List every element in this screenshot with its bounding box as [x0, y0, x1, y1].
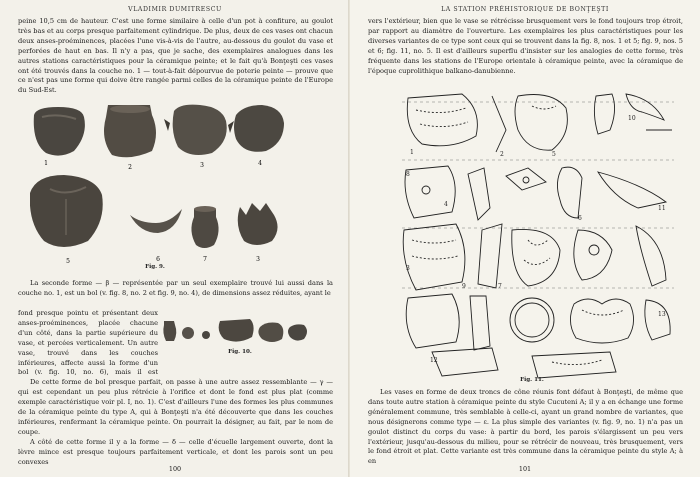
left-paragraph-4: A côté de cette forme il y a la forme — δ — celle d'écuelle largement ouverte, dont la lèvre mince est presque toujours parfaitement verticale, et dont les parois sont un peu convexes [18, 438, 333, 466]
right-page [350, 0, 700, 477]
pot-label-7: 7 [203, 256, 207, 263]
pot-label-5: 5 [66, 258, 70, 265]
fig11-label-8: 8 [406, 171, 410, 178]
fig11-label-7: 7 [498, 283, 502, 290]
right-paragraph-2: Les vases en forme de deux troncs de cône réunis font défaut à Bonţeşti, de même que dans toute autre station à céramique peinte du style Cucuteni A; il y a en échange une forme généralement commune, très semblable à celle-ci, ayant un grand nombre de variantes, que nous désignerons comme type — ε. La plus simple des variantes (v. fig. 9, no. 1) n'a pas un goulot distinct du corps du vase: à partir du bord, les parois s'élargissent un peu vers l'extérieur, jusqu'au-dessous du milieu, pour se rétrécir de nouveau, très brusquement, vers le fond étroit et plat. Cette variante est très commune dans la céramique peinte du style A; à en [368, 388, 683, 466]
left-paragraph-2-top: La seconde forme — β — représentée par un seul exemplaire trouvé lui aussi dans la couche no. 1, est un bol (v. fig. 8, no. 2 et fig. 9, no. 4), de dimensions assez réduites, ayant le [18, 279, 333, 297]
fig11-label-6: 6 [578, 215, 582, 222]
left-paragraph-2-wrapped: fond presque pointu et présentant deux anses-proéminences, placée chacune d'un côté, dans la partie supérieure du vase, et percées verticalement. Un autre vase, trouvé dans les couches inférieures, affecte aussi la forme d'un bol (v. fig. 10, no. 6), mais il est [18, 309, 158, 377]
right-paragraph-1: vers l'extérieur, bien que le vase se rétrécisse brusquement vers le fond toujours trop étroit, par rapport au diamètre de l'ouverture. Les exemplaires les plus caractéristiques pour les diverses variantes de ce type sont ceux qui se trouvent dans la fig. 8, nos. 1 et 5; fig. 9, nos. 5 et 6; fig. 11, no. 5. Il est d'ailleurs superflu d'insister sur les analogies de cette forme, très fréquente dans les stations de l'Europe orientale à céramique peinte, avec la céramique de l'époque cuprolithique balkano-danubienne. [368, 17, 683, 75]
fig11-label-2: 2 [500, 151, 504, 158]
pot-4 [234, 105, 284, 152]
figure-11-sherd-drawings [402, 90, 674, 380]
pot-label-6: 6 [156, 256, 160, 263]
pot-6 [130, 209, 182, 233]
pot-label-1: 1 [44, 160, 48, 167]
pot-label-4: 4 [258, 160, 262, 167]
figure-9-caption: Fig. 9. [145, 264, 165, 270]
figure-9-pottery-photo [30, 103, 305, 275]
figure-11-caption: Fig. 11. [520, 377, 544, 383]
pot-label-2: 2 [128, 164, 132, 171]
pot-1 [34, 107, 85, 156]
figure-10-caption: Fig. 10. [228, 349, 252, 355]
fig11-label-11: 11 [658, 205, 666, 212]
pot-2 [104, 105, 156, 157]
pot-5 [30, 175, 103, 247]
left-page-number: 100 [168, 465, 182, 473]
pot-label-3: 3 [200, 162, 204, 169]
pot-7 [191, 206, 218, 248]
figure-10-pottery-photo [160, 311, 310, 347]
fig11-label-1: 1 [410, 149, 414, 156]
left-paragraph-3: De cette forme de bol presque parfait, on passe à une autre assez ressemblante — γ — qui est cependant un peu plus rétrécie à l'orifice et dont le fond est plus plat (comme exemple caractéristique voir pl. I, no. 1). C'est d'ailleurs l'une des formes les plus communes de la céramique peinte du type A, qui à Bonţeşti n'a été découverte que dans les couches inférieures, renfermant la céramique peinte. On pourrait la désigner, au fait, par le nom de coupe. [18, 378, 333, 436]
left-running-head: VLADIMIR DUMITRESCU [128, 6, 222, 13]
pot-8 [238, 203, 278, 245]
pot-label-8: 3 [256, 256, 260, 263]
fig11-label-5: 5 [552, 151, 556, 158]
right-running-head: LA STATION PRÉHISTORIQUE DE BONŢEŞTI [441, 6, 609, 13]
fig11-label-9: 9 [462, 283, 466, 290]
fig11-label-10: 10 [628, 115, 636, 122]
pot-3 [164, 105, 234, 155]
fig11-label-12: 12 [430, 357, 438, 364]
left-paragraph-1: peine 10,5 cm de hauteur. C'est une forme similaire à celle d'un pot à confiture, au goulot très bas et au corps presque parfaitement cylindrique. De plus, deux de ces vases ont chacun deux anses-proéminences, placées l'une vis-à-vis de l'autre, au-dessous du goulot du vase et perforées de haut en bas. Il n'y a pas, que je sache, des exemplaires analogues dans les autres stations caractéristiques pour la céramique peinte; et le fait qu'à Bonţeşti ces vases ont été trouvés dans la couche no. 1 — tout-à-fait dépourvue de poterie peinte — prouve que ce n'est pas une forme qui doive être rangée parmi celles de la céramique peinte de l'Europe du Sud-Est. [18, 17, 333, 95]
fig11-label-3: 3 [406, 265, 410, 272]
fig11-label-13: 13 [658, 311, 666, 318]
fig11-label-4: 4 [444, 201, 448, 208]
right-page-number: 101 [518, 465, 532, 473]
left-paragraph-2-wrap-box [18, 309, 158, 378]
